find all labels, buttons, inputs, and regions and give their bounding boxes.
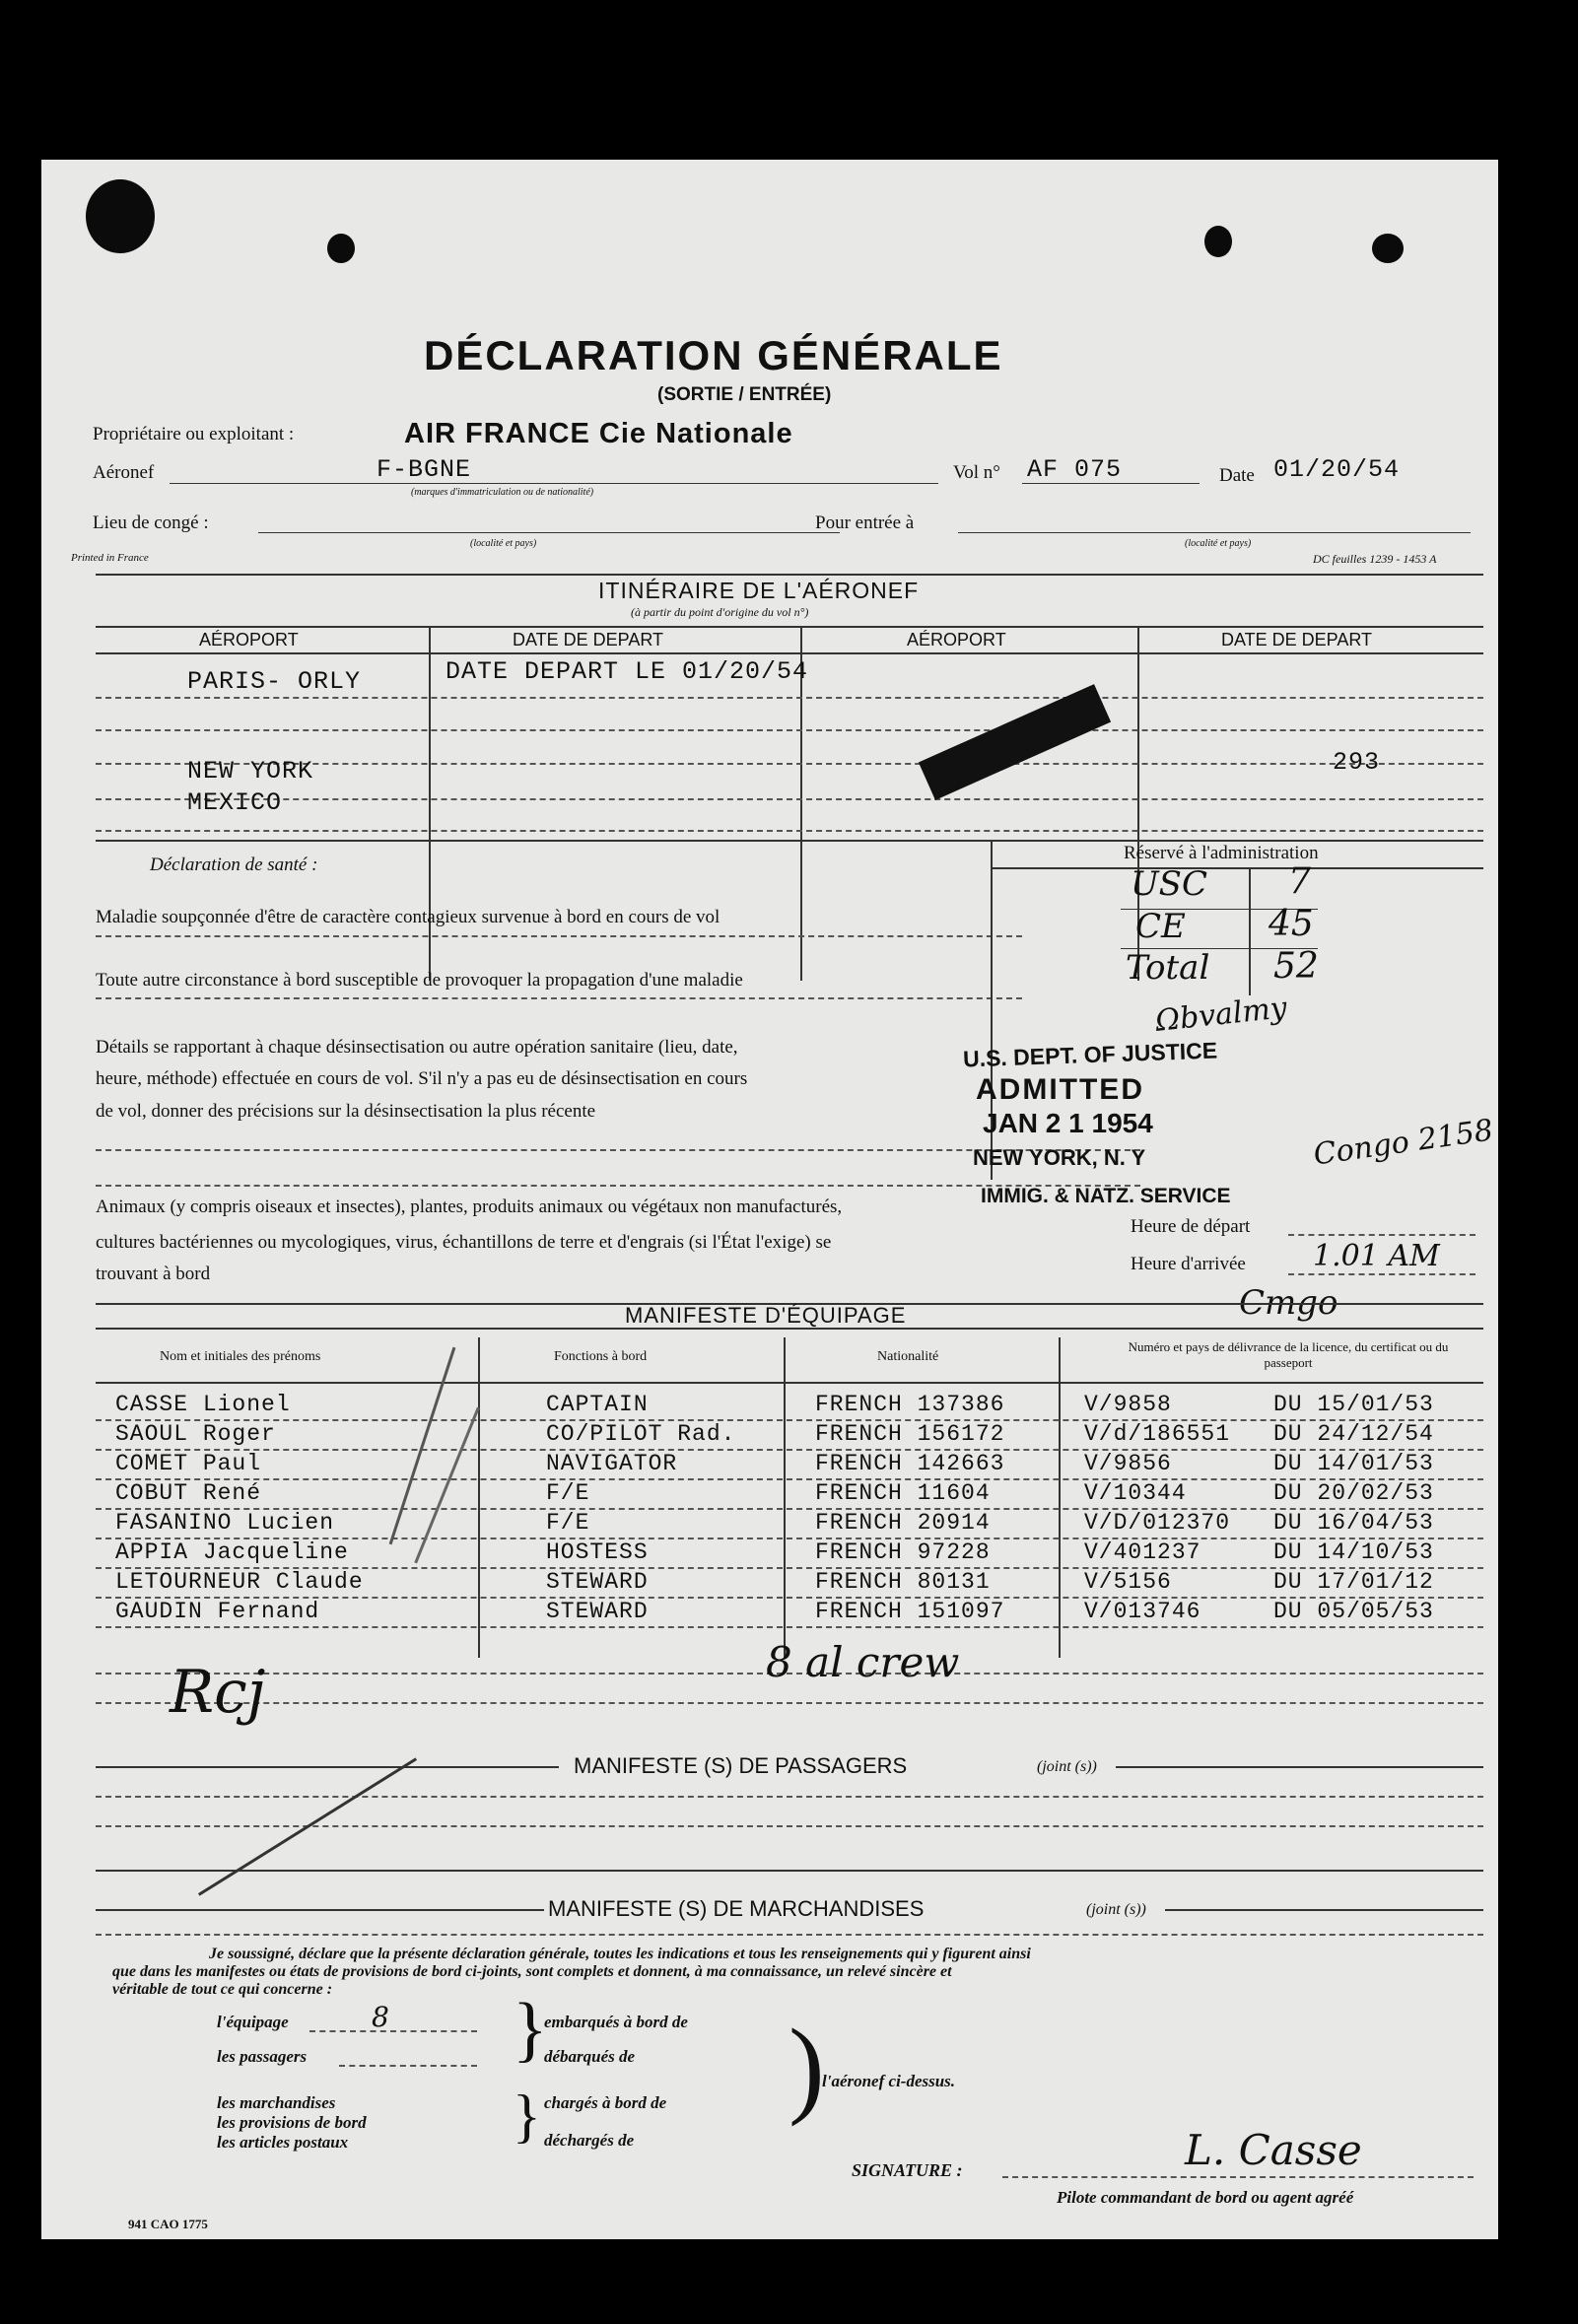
crew-colhead-line xyxy=(96,1382,1483,1384)
punch-hole-4 xyxy=(1372,234,1404,263)
health-rule xyxy=(96,997,1022,999)
crew-cell-date: DU 24/12/54 xyxy=(1273,1421,1434,1447)
stamp-line2: ADMITTED xyxy=(976,1073,1144,1106)
officer-mark: Congo 2158 xyxy=(1311,1113,1496,1173)
crew-cell-license: V/d/186551 xyxy=(1084,1421,1231,1447)
document-page xyxy=(41,160,1498,2239)
crew-cell-license: V/9858 xyxy=(1084,1392,1172,1417)
loaded-label: chargés à bord de xyxy=(544,2093,667,2112)
itinerary-col-date2: DATE DE DEPART xyxy=(1221,630,1373,649)
passengers-blank-line xyxy=(96,1796,1483,1798)
crew-col-nationality: Nationalité xyxy=(877,1349,939,1364)
health-rule xyxy=(96,935,1022,937)
itinerary-bottom-line xyxy=(96,840,1483,842)
health-line2: Toute autre circonstance à bord susceptible de provoquer la propagation d'une maladie xyxy=(96,970,743,991)
crew-cell-license: V/10344 xyxy=(1084,1480,1187,1506)
crew-cell-name: LETOURNEUR Claude xyxy=(115,1569,364,1595)
admin-hw-use: USC xyxy=(1131,864,1207,904)
aircraft-label: Aéronef xyxy=(93,462,155,483)
entry-label: Pour entrée à xyxy=(815,513,915,533)
crew-cell-nationality: FRENCH 151097 xyxy=(815,1599,1005,1624)
crew-blank-line xyxy=(96,1702,1483,1704)
declaration-text-3: véritable de tout ce qui concerne : xyxy=(112,1981,333,1998)
crew-cell-nationality: FRENCH 137386 xyxy=(815,1392,1005,1417)
crew-count-signature: 8 al crew xyxy=(766,1638,960,1686)
passengers-bottom-line xyxy=(96,1870,1483,1872)
departure-label: Heure de départ xyxy=(1131,1216,1251,1237)
declaration-text-1: Je soussigné, déclare que la présente déclaration générale, toutes les indications et tous les renseignements qui y figurent ainsi xyxy=(209,1946,1031,1962)
entry-note: (localité et pays) xyxy=(1185,538,1252,549)
itinerary-row3-airport: NEW YORK xyxy=(187,757,314,786)
crew-cell-function: F/E xyxy=(546,1480,590,1506)
flight-line xyxy=(1022,483,1200,484)
health-line3a: Détails se rapportant à chaque désinsectisation ou autre opération sanitaire (lieu, date, xyxy=(96,1037,738,1058)
owner-label: Propriétaire ou exploitant : xyxy=(93,424,295,444)
itinerary-row1-date: DATE DEPART LE 01/20/54 xyxy=(446,657,809,686)
animals-line-b: cultures bactériennes ou mycologiques, virus, échantillons de terre et d'engrais (si l'État l'exige) se xyxy=(96,1232,832,1253)
crew-cell-date: DU 20/02/53 xyxy=(1273,1480,1434,1506)
flight-label: Vol n° xyxy=(953,462,1000,483)
arrival-mark: Cmgo xyxy=(1239,1283,1338,1323)
admin-title-line xyxy=(991,867,1483,869)
punch-hole-3 xyxy=(1204,226,1232,257)
crew-col-function: Fonctions à bord xyxy=(554,1349,648,1364)
goods-blank-line xyxy=(96,1934,1483,1936)
crew-cell-license: V/5156 xyxy=(1084,1569,1172,1595)
itinerary-header-line xyxy=(96,626,1483,628)
brace-left-2: } xyxy=(513,2084,541,2149)
itinerary-row-line xyxy=(96,729,1483,731)
embarked-label: embarqués à bord de xyxy=(544,2013,688,2031)
admin-hw-total: Total xyxy=(1126,948,1210,988)
itinerary-colhead-line xyxy=(96,652,1483,654)
crew-cell-function: STEWARD xyxy=(546,1569,649,1595)
animals-line-c: trouvant à bord xyxy=(96,1264,211,1284)
stamp-line1: U.S. DEPT. OF JUSTICE xyxy=(962,1037,1218,1072)
crew-cell-name: CASSE Lionel xyxy=(115,1392,291,1417)
crew-cell-nationality: FRENCH 142663 xyxy=(815,1451,1005,1476)
disembarked-label: débarqués de xyxy=(544,2047,636,2066)
crew-count-value: 8 xyxy=(372,2001,389,2033)
itinerary-col-airport: AÉROPORT xyxy=(199,630,299,649)
health-line3b: heure, méthode) effectuée en cours de vol. S'il n'y a pas eu de désinsectisation en cours xyxy=(96,1068,748,1089)
itinerary-row-line xyxy=(96,830,1483,832)
owner-value: AIR FRANCE Cie Nationale xyxy=(404,418,793,449)
goods-line-left xyxy=(96,1909,544,1911)
crew-cell-date: DU 05/05/53 xyxy=(1273,1599,1434,1624)
crew-label: l'équipage xyxy=(217,2013,289,2031)
redaction-stamp xyxy=(919,684,1111,800)
postal-label: les articles postaux xyxy=(217,2133,349,2152)
admin-signature: Ωbvalmy xyxy=(1153,991,1289,1039)
passengers-count-line xyxy=(339,2065,477,2067)
crew-cell-license: V/D/012370 xyxy=(1084,1510,1231,1536)
crew-cell-name: COBUT René xyxy=(115,1480,262,1506)
signature-label: SIGNATURE : xyxy=(852,2160,963,2180)
leave-note: (localité et pays) xyxy=(470,538,537,549)
passengers-title: MANIFESTE (S) DE PASSAGERS xyxy=(574,1753,908,1778)
crew-cell-function: HOSTESS xyxy=(546,1539,649,1565)
aircraft-value: F-BGNE xyxy=(377,455,472,484)
goods-joint: (joint (s)) xyxy=(1086,1901,1146,1918)
footer-code: 941 CAO 1775 xyxy=(128,2217,208,2231)
captain-signature: L. Casse xyxy=(1185,2126,1362,2174)
health-title: Déclaration de santé : xyxy=(150,854,318,875)
crew-cell-function: CO/PILOT Rad. xyxy=(546,1421,736,1447)
aircraft-note: (marques d'immatriculation ou de nationalité) xyxy=(411,487,594,498)
stamp-line3: JAN 2 1 1954 xyxy=(983,1108,1153,1138)
form-reference: DC feuilles 1239 - 1453 A xyxy=(1313,552,1437,566)
crew-cell-nationality: FRENCH 11604 xyxy=(815,1480,991,1506)
entry-line xyxy=(958,532,1471,533)
provisions-label: les provisions de bord xyxy=(217,2113,367,2132)
itinerary-note: (à partir du point d'origine du vol n°) xyxy=(631,605,809,619)
aircraft-line xyxy=(170,483,938,484)
arrival-value: 1.01 AM xyxy=(1313,1239,1440,1273)
brace-left: } xyxy=(513,1989,548,2070)
itinerary-row-line xyxy=(96,798,1483,800)
itinerary-top-line xyxy=(96,574,1483,576)
leave-label: Lieu de congé : xyxy=(93,513,209,533)
itinerary-row1-airport: PARIS- ORLY xyxy=(187,667,362,696)
crew-header-line xyxy=(96,1328,1483,1330)
animals-line-a: Animaux (y compris oiseaux et insectes), plantes, produits animaux ou végétaux non manufacturés, xyxy=(96,1196,843,1217)
crew-cell-license: V/9856 xyxy=(1084,1451,1172,1476)
goods-label: les marchandises xyxy=(217,2093,336,2112)
stamp-line5: IMMIG. & NATZ. SERVICE xyxy=(981,1185,1231,1207)
punch-hole-2 xyxy=(327,234,355,263)
date-label: Date xyxy=(1219,465,1255,486)
flight-value: AF 075 xyxy=(1027,455,1123,484)
crew-cell-license: V/013746 xyxy=(1084,1599,1201,1624)
crew-cell-name: FASANINO Lucien xyxy=(115,1510,335,1536)
crew-title: MANIFESTE D'ÉQUIPAGE xyxy=(625,1303,907,1328)
stamp-line4: NEW YORK, N. Y xyxy=(973,1145,1146,1170)
itinerary-right-number: 293 xyxy=(1333,748,1381,777)
admin-hw-ce: CE xyxy=(1135,907,1186,946)
crew-cell-function: STEWARD xyxy=(546,1599,649,1624)
page-title: DÉCLARATION GÉNÉRALE xyxy=(424,332,1003,378)
itinerary-row-line xyxy=(96,697,1483,699)
crew-cell-function: F/E xyxy=(546,1510,590,1536)
passengers-line-left xyxy=(96,1766,559,1768)
printer-note: Printed in France xyxy=(71,552,149,564)
goods-title: MANIFESTE (S) DE MARCHANDISES xyxy=(548,1896,925,1921)
crew-cell-name: APPIA Jacqueline xyxy=(115,1539,349,1565)
passengers-line-right xyxy=(1116,1766,1483,1768)
departure-line xyxy=(1288,1234,1475,1236)
crew-cell-nationality: FRENCH 156172 xyxy=(815,1421,1005,1447)
signature-line xyxy=(1002,2176,1474,2178)
crew-cell-nationality: FRENCH 97228 xyxy=(815,1539,991,1565)
crew-divider-1 xyxy=(478,1337,480,1658)
admin-n1: 7 xyxy=(1288,861,1311,902)
unloaded-label: déchargés de xyxy=(544,2131,635,2150)
signature-role: Pilote commandant de bord ou agent agréé xyxy=(1057,2188,1354,2207)
date-value: 01/20/54 xyxy=(1273,455,1401,484)
admin-title: Réservé à l'administration xyxy=(1124,843,1319,863)
admin-divider xyxy=(1249,867,1251,995)
crew-cell-function: NAVIGATOR xyxy=(546,1451,678,1476)
crew-cell-license: V/401237 xyxy=(1084,1539,1201,1565)
itinerary-title: ITINÉRAIRE DE L'AÉRONEF xyxy=(598,578,920,603)
declaration-text-2: que dans les manifestes ou états de provisions de bord ci-joints, sont complets et donnent, à ma connaissance, un relevé sincère et xyxy=(112,1963,952,1980)
arrival-line xyxy=(1288,1273,1475,1275)
pencil-mark xyxy=(414,1407,479,1564)
crew-cell-date: DU 15/01/53 xyxy=(1273,1392,1434,1417)
itinerary-row4-airport: MEXICO xyxy=(187,788,283,817)
crew-cell-function: CAPTAIN xyxy=(546,1392,649,1417)
crew-cell-name: COMET Paul xyxy=(115,1451,262,1476)
crew-cell-name: SAOUL Roger xyxy=(115,1421,276,1447)
crew-cell-nationality: FRENCH 20914 xyxy=(815,1510,991,1536)
aircraft-above-label: l'aéronef ci-dessus. xyxy=(822,2072,956,2090)
crew-cell-date: DU 14/01/53 xyxy=(1273,1451,1434,1476)
pencil-mark xyxy=(389,1347,456,1545)
initials-scrawl: Rcj xyxy=(170,1658,266,1727)
passengers-label: les passagers xyxy=(217,2047,308,2066)
crew-col-name: Nom et initiales des prénoms xyxy=(160,1349,321,1364)
health-line1: Maladie soupçonnée d'être de caractère contagieux survenue à bord en cours de vol xyxy=(96,907,720,927)
goods-line-right xyxy=(1165,1909,1483,1911)
leave-line xyxy=(258,532,840,533)
crew-count-line xyxy=(309,2030,477,2032)
crew-cell-date: DU 16/04/53 xyxy=(1273,1510,1434,1536)
page-subtitle: (SORTIE / ENTRÉE) xyxy=(657,384,832,405)
itinerary-col-airport2: AÉROPORT xyxy=(907,630,1006,649)
admin-n2: 45 xyxy=(1269,904,1314,944)
crew-row-line xyxy=(96,1626,1483,1628)
crew-col-license: Numéro et pays de délivrance de la licence, du certificat ou du passeport xyxy=(1128,1339,1449,1370)
health-line3c: de vol, donner des précisions sur la désinsectisation la plus récente xyxy=(96,1101,596,1122)
punch-hole-left xyxy=(86,179,155,253)
crew-cell-name: GAUDIN Fernand xyxy=(115,1599,320,1624)
passengers-joint: (joint (s)) xyxy=(1037,1758,1097,1775)
crew-cell-date: DU 17/01/12 xyxy=(1273,1569,1434,1595)
admin-n3: 52 xyxy=(1273,946,1319,987)
brace-right: ) xyxy=(789,2007,825,2127)
crew-divider-3 xyxy=(1059,1337,1061,1658)
crew-cell-date: DU 14/10/53 xyxy=(1273,1539,1434,1565)
arrival-label: Heure d'arrivée xyxy=(1131,1254,1246,1274)
crew-cell-nationality: FRENCH 80131 xyxy=(815,1569,991,1595)
crew-divider-2 xyxy=(784,1337,786,1658)
itinerary-col-date: DATE DE DEPART xyxy=(513,630,664,649)
